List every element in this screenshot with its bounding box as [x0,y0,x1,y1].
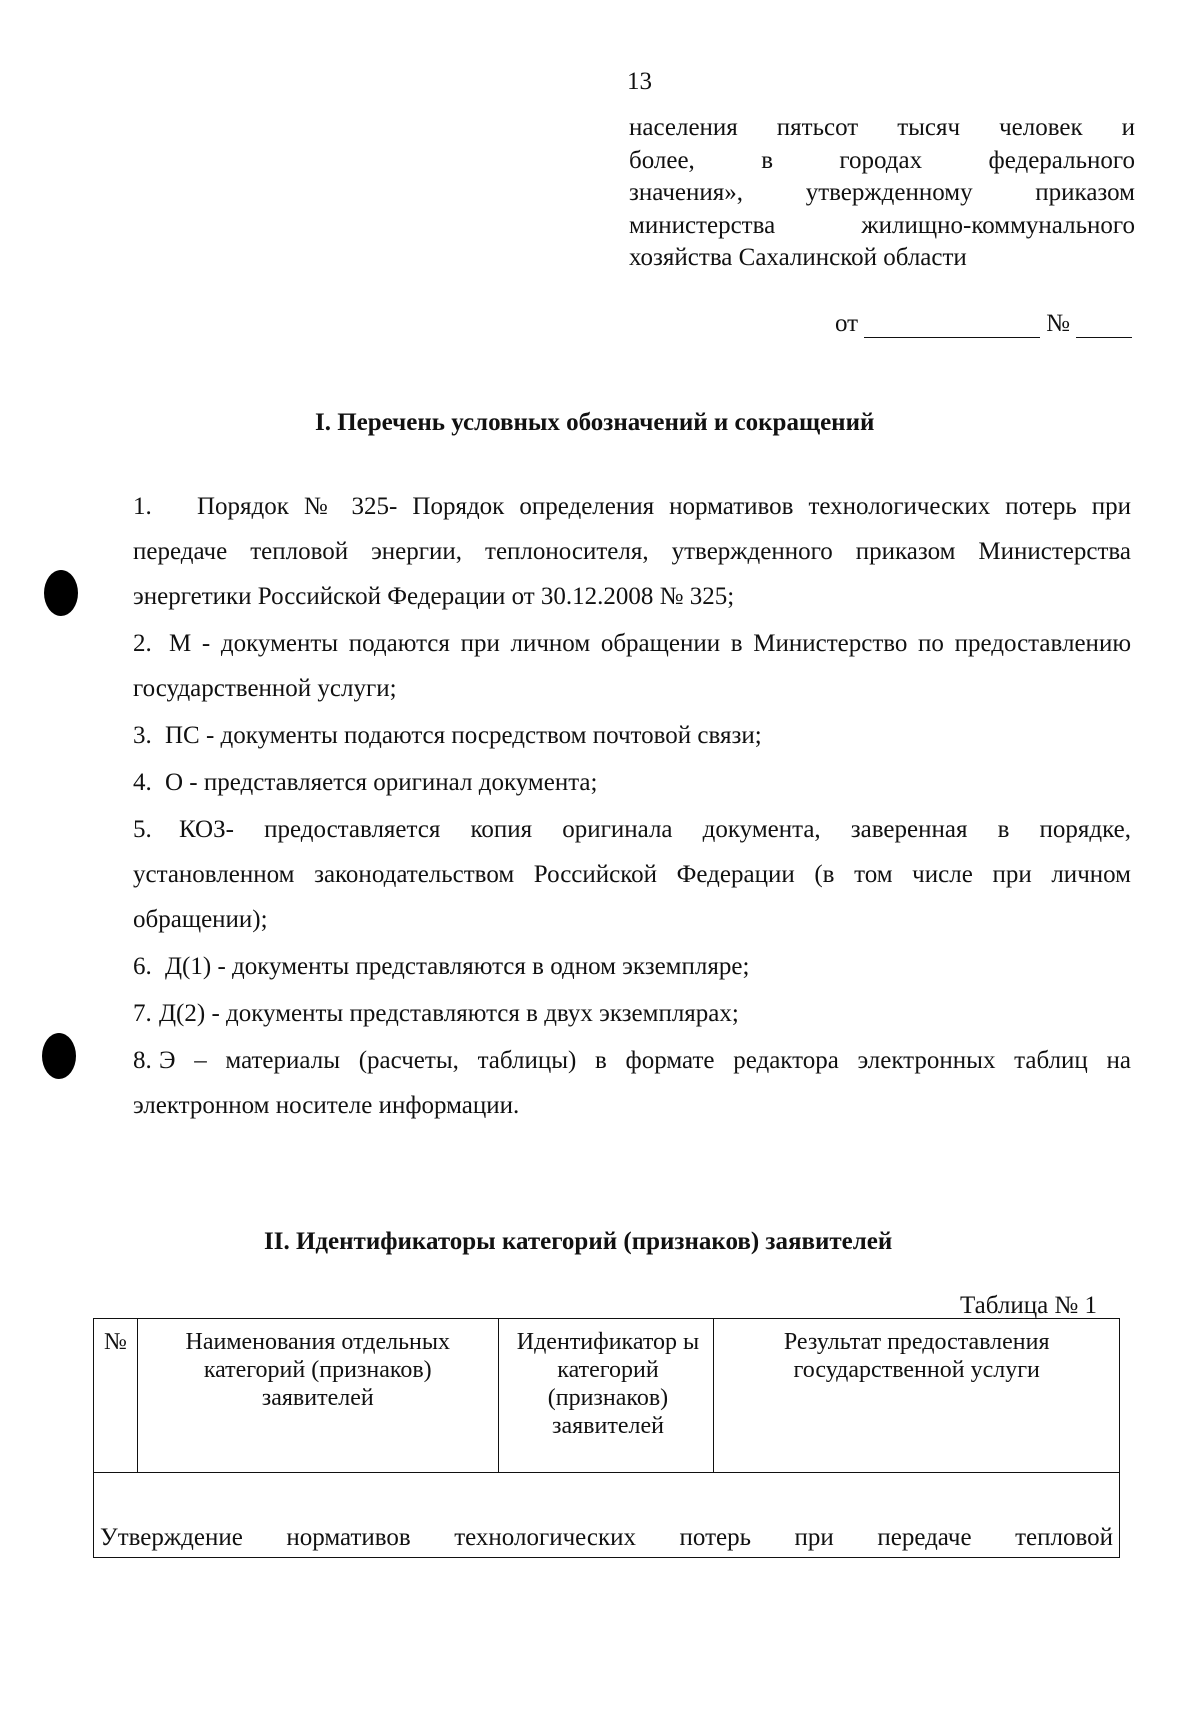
list-item [133,713,1131,758]
list-item-text: Д(1) - документы представляются в одном экземпляре; [165,953,750,980]
punch-hole-mark [44,570,78,616]
table-span-cell: Утверждение нормативов технологических потерь при передаче тепловой [94,1473,1120,1558]
list-item-number: 8. [133,1047,152,1074]
section-1-title: I. Перечень условных обозначений и сокращений [315,409,875,436]
number-blank-line [1076,313,1132,338]
table-header-cell: Наименования отдельных категорий (признаков) заявителей [137,1319,498,1473]
table-caption: Таблица № 1 [960,1292,1098,1319]
table-row [94,1473,1120,1558]
approval-from-label: от [835,310,859,337]
list-item-text: М - документы подаются при личном обращении в Министерство по предоставлению государственной услуги; [133,630,1131,702]
list-item [133,944,1131,989]
punch-hole-mark [42,1033,76,1079]
list-item [133,991,1131,1036]
header-line: министерства жилищно-коммунального [629,211,1135,239]
header-line: хозяйства Сахалинской области [629,244,967,271]
list-item [133,760,1131,805]
abbreviations-list [133,484,1131,1130]
list-item-text: Порядок № 325- Порядок определения нормативов технологических потерь при передаче тепловой энергии, теплоносителя, утвержденного приказом Министерства энергетики Российской Федерации от 30.12.2008 № 325; [133,493,1131,610]
list-item [133,807,1131,942]
section-2-title: II. Идентификаторы категорий (признаков) заявителей [264,1228,893,1255]
list-item [133,484,1131,619]
list-item-number: 4. [133,769,152,796]
list-item-number: 6. [133,953,152,980]
header-line: более, в городах федерального [629,146,1135,174]
list-item-text: О - представляется оригинал документа; [165,769,598,796]
approval-header [629,112,1135,275]
list-item-text: ПС - документы подаются посредством почтовой связи; [165,722,762,749]
applicant-categories-table [93,1318,1120,1558]
header-line: населения пятьсот тысяч человек и [629,114,1135,141]
approval-date-number [835,310,1132,338]
list-item-text: Д(2) - документы представляются в двух экземплярах; [159,1000,739,1027]
list-item [133,1038,1131,1128]
list-item-number: 2. [133,630,152,657]
list-item [133,621,1131,711]
table-header-row [94,1319,1120,1473]
list-item-number: 7. [133,1000,152,1027]
approval-number-label: № [1046,310,1070,337]
list-item-number: 1. [133,493,152,520]
list-item-number: 5. [133,816,152,843]
date-blank-line [864,313,1040,338]
list-item-text: КОЗ- предоставляется копия оригинала документа, заверенная в порядке, установленном законодательством Российской Федерации (в том числе при личном обращении); [133,816,1131,933]
table-header-cell: Результат предоставления государственной услуги [714,1319,1120,1473]
table-header-cell: № [94,1319,138,1473]
page-number: 13 [627,68,652,95]
list-item-text: Э – материалы (расчеты, таблицы) в формате редактора электронных таблиц на электронном носителе информации. [133,1047,1131,1119]
header-line: значения», утвержденному приказом [629,179,1135,206]
table-header-cell: Идентификатор ы категорий (признаков) заявителей [498,1319,714,1473]
list-item-number: 3. [133,722,152,749]
